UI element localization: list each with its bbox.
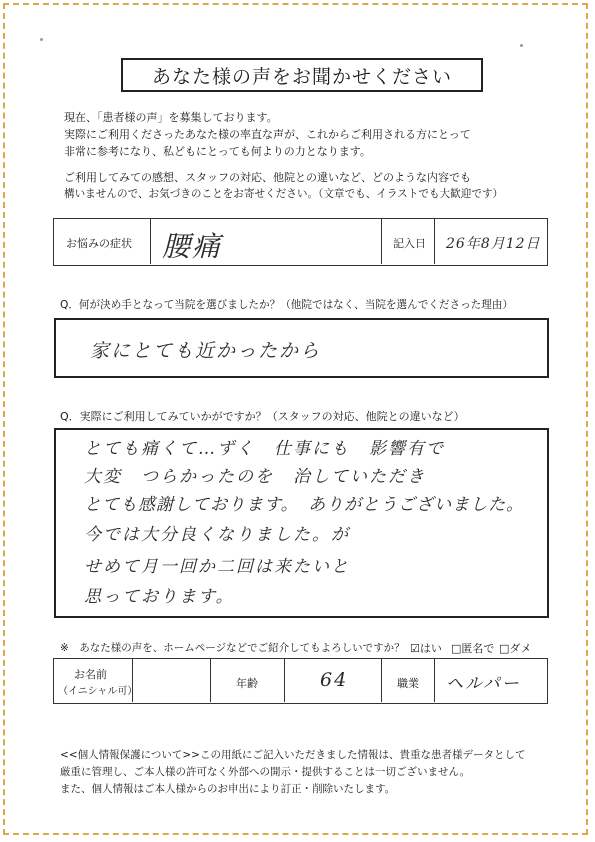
answer-2-line: せめて月一回か二回は来たいと <box>84 557 350 577</box>
answer-2-line: 思っております。 <box>84 587 235 607</box>
info-row <box>53 658 548 704</box>
scan-speck <box>520 44 523 47</box>
form-title-text: あなた様の声をお聞かせください <box>151 65 452 88</box>
answer-2-line: とても感謝しております。 ありがとうございました。 <box>84 495 525 515</box>
divider <box>434 219 435 264</box>
answer-box-1[interactable] <box>54 318 549 378</box>
name-sublabel: （イニシャル可） <box>58 686 138 697</box>
privacy-line-1: <<個人情報保護について>>この用紙にご記入いただきました情報は、貴重な患者様データとして <box>60 749 526 761</box>
symptom-label: お悩みの症状 <box>66 237 132 250</box>
divider <box>284 659 285 702</box>
intro-line-4: ご利用してみての感想、スタッフの対応、他院との違いなど、どのような内容でも <box>64 171 471 184</box>
consent-initial-option[interactable]: □匿名で <box>451 642 495 655</box>
privacy-line-2: 厳重に管理し、ご本人様の許可なく外部への開示・提供することは一切ございません。 <box>60 766 471 778</box>
answer-2-line: とても痛くて…ずく 仕事にも 影響有で <box>84 439 445 459</box>
symptom-row <box>53 218 548 266</box>
date-value[interactable]: 26年8月12日 <box>446 236 541 252</box>
intro-line-1: 現在、「患者様の声」を募集しております。 <box>64 111 278 124</box>
divider <box>150 219 151 264</box>
intro-line-5: 構いませんので、お気づきのことをお寄せください。（文章でも、イラストでも大歓迎です） <box>64 188 504 200</box>
divider <box>210 659 211 702</box>
job-value[interactable]: ヘルパー <box>446 674 521 694</box>
symptom-value[interactable]: 腰痛 <box>162 230 223 263</box>
question-1: Q．何が決め手となって当院を選びましたか？（他院ではなく、当院を選んでくださった理由） <box>60 299 514 311</box>
consent-no-option[interactable]: □ダメ <box>499 642 532 655</box>
divider <box>132 659 133 702</box>
consent-question: ※ あなた様の声を、ホームページなどでご紹介してもよろしいですか？ <box>60 642 405 654</box>
scan-speck <box>40 38 43 41</box>
age-label: 年齢 <box>236 677 258 690</box>
privacy-line-3: また、個人情報はご本人様からのお申出により訂正・削除いたします。 <box>60 783 396 795</box>
answer-2-line: 今では大分良くなりました。が <box>84 525 350 545</box>
divider <box>434 659 435 702</box>
answer-1-text: 家にとても近かったから <box>90 340 322 362</box>
answer-box-2[interactable] <box>54 428 549 618</box>
divider <box>381 219 382 264</box>
intro-line-3: 非常に参考になり、私どもにとっても何よりの力となります。 <box>64 145 371 158</box>
name-label: お名前 <box>74 668 107 681</box>
intro-line-2: 実際にご利用くださったあなた様の率直な声が、これからご利用される方にとって <box>64 128 471 141</box>
question-2: Q．実際にご利用してみていかがですか？（スタッフの対応、他院との違いなど） <box>60 410 465 423</box>
form-title <box>121 58 483 92</box>
answer-2-line: 大変 つらかったのを 治していただき <box>84 467 426 487</box>
divider <box>381 659 382 702</box>
age-value[interactable]: 64 <box>320 669 349 691</box>
date-label: 記入日 <box>393 237 426 250</box>
job-label: 職業 <box>397 677 419 690</box>
consent-yes-option[interactable]: ☑はい <box>410 642 442 655</box>
